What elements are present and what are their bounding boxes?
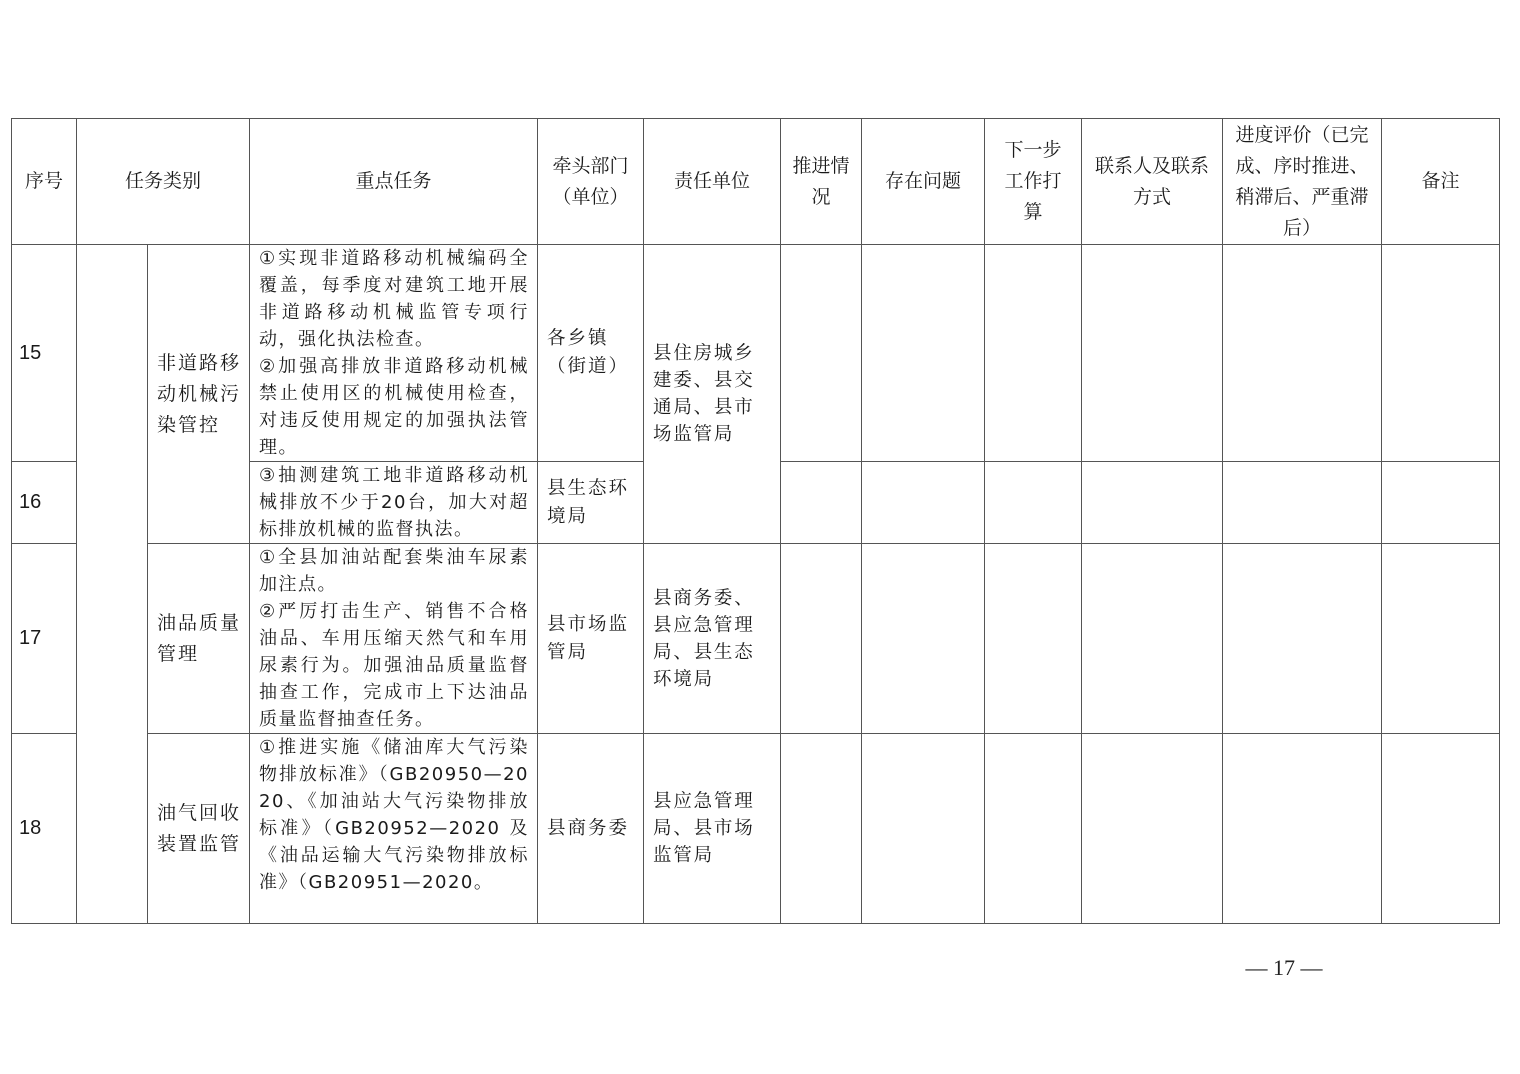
category-group-cell — [77, 245, 148, 924]
cell-progress — [781, 544, 862, 734]
table-row-18 — [12, 734, 1500, 924]
row-index: 15 — [12, 245, 77, 462]
row-key-tasks — [250, 734, 538, 924]
task-item: ①全县加油站配套柴油车尿素加注点。 — [259, 547, 530, 595]
cell-issues — [862, 462, 985, 544]
header-next-step: 下一步工作打算 — [985, 119, 1082, 245]
header-progress: 推进情况 — [781, 119, 862, 245]
row-lead-dept: 县市场监管局 — [538, 544, 644, 734]
task-table — [11, 118, 1500, 924]
row-index: 17 — [12, 544, 77, 734]
page-number: — 17 — — [1245, 955, 1323, 980]
header-index: 序号 — [12, 119, 77, 245]
row-lead-dept: 各乡镇（街道） — [538, 245, 644, 462]
row-responsible: 县商务委、县应急管理局、县生态环境局 — [644, 544, 781, 734]
row-responsible: 县住房城乡建委、县交通局、县市场监管局 — [644, 245, 781, 544]
header-lead-dept: 牵头部门（单位） — [538, 119, 644, 245]
row-category: 油品质量管理 — [148, 544, 250, 734]
header-key-tasks: 重点任务 — [250, 119, 538, 245]
row-lead-dept: 县生态环境局 — [538, 462, 644, 544]
table-row-15 — [12, 245, 1500, 462]
header-row — [12, 119, 1500, 245]
cell-progress — [781, 734, 862, 924]
cell-evaluation — [1223, 734, 1382, 924]
cell-remarks — [1382, 544, 1500, 734]
cell-next-step — [985, 544, 1082, 734]
row-category: 非道路移动机械污染管控 — [148, 245, 250, 544]
row-index: 18 — [12, 734, 77, 924]
cell-evaluation — [1223, 245, 1382, 462]
task-item: ②加强高排放非道路移动机械禁止使用区的机械使用检查，对违反使用规定的加强执法管理。 — [259, 356, 530, 458]
header-responsible: 责任单位 — [644, 119, 781, 245]
cell-evaluation — [1223, 462, 1382, 544]
row-key-tasks — [250, 544, 538, 734]
row-lead-dept: 县商务委 — [538, 734, 644, 924]
task-item: ②严厉打击生产、销售不合格油品、车用压缩天然气和车用尿素行为。加强油品质量监督抽查工作，完成市上下达油品质量监督抽查任务。 — [259, 601, 530, 730]
cell-remarks — [1382, 734, 1500, 924]
row-category: 油气回收装置监管 — [148, 734, 250, 924]
cell-contact — [1082, 462, 1223, 544]
header-contact: 联系人及联系方式 — [1082, 119, 1223, 245]
table-row-17 — [12, 544, 1500, 734]
cell-progress — [781, 245, 862, 462]
row-responsible: 县应急管理局、县市场监管局 — [644, 734, 781, 924]
cell-issues — [862, 245, 985, 462]
cell-contact — [1082, 734, 1223, 924]
header-remarks: 备注 — [1382, 119, 1500, 245]
task-item: ①实现非道路移动机械编码全覆盖，每季度对建筑工地开展非道路移动机械监管专项行动，强化执法检查。 — [259, 248, 530, 350]
header-issues: 存在问题 — [862, 119, 985, 245]
task-item: ③抽测建筑工地非道路移动机械排放不少于20台，加大对超标排放机械的监督执法。 — [259, 465, 530, 540]
row-key-tasks — [250, 462, 538, 544]
cell-contact — [1082, 245, 1223, 462]
cell-issues — [862, 544, 985, 734]
cell-contact — [1082, 544, 1223, 734]
cell-remarks — [1382, 462, 1500, 544]
cell-progress — [781, 462, 862, 544]
cell-next-step — [985, 734, 1082, 924]
cell-next-step — [985, 245, 1082, 462]
cell-next-step — [985, 462, 1082, 544]
cell-evaluation — [1223, 544, 1382, 734]
header-evaluation: 进度评价（已完成、序时推进、稍滞后、严重滞后） — [1223, 119, 1382, 245]
cell-issues — [862, 734, 985, 924]
task-item: ①推进实施《储油库大气污染物排放标准》（GB20950—2020、《加油站大气污染物排放标准》（GB20952—2020 及《油品运输大气污染物排放标准》（GB20951—2020。 — [259, 737, 530, 893]
row-index: 16 — [12, 462, 77, 544]
header-category: 任务类别 — [77, 119, 250, 245]
row-key-tasks — [250, 245, 538, 462]
cell-remarks — [1382, 245, 1500, 462]
